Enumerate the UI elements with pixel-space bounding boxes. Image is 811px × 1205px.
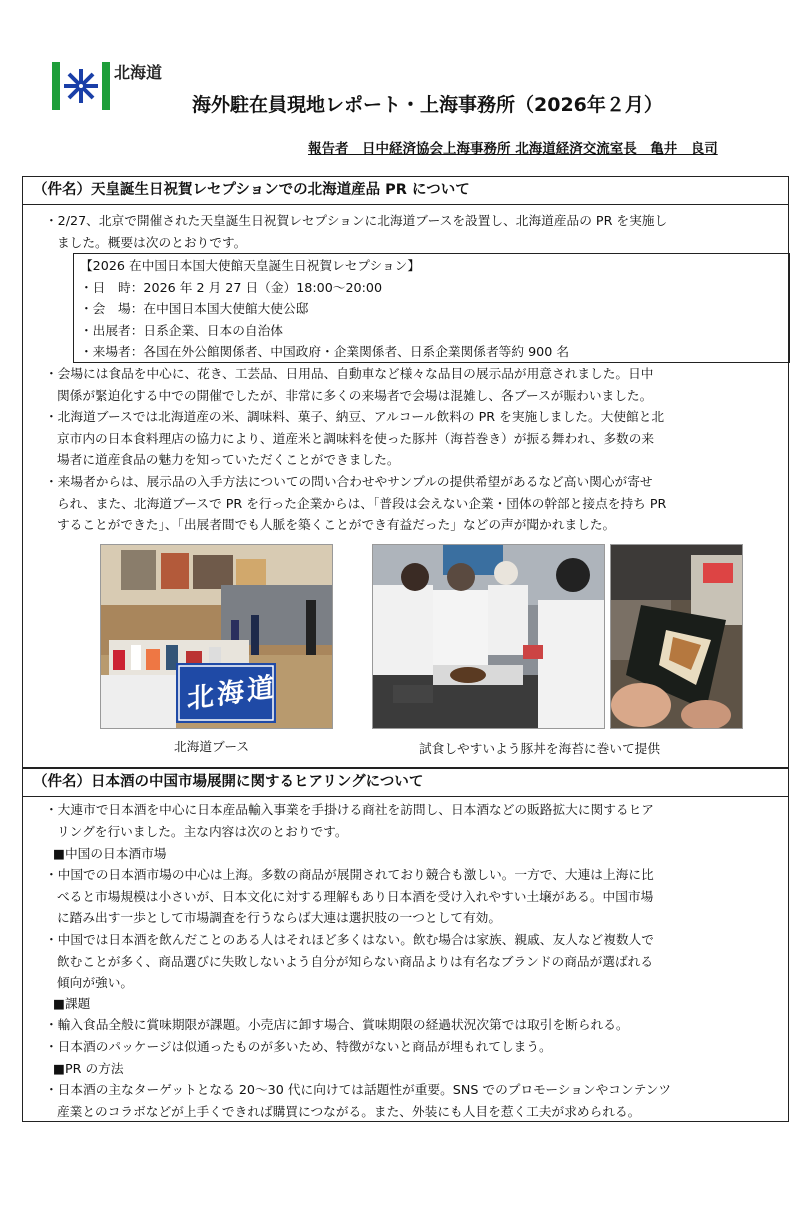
text-line: ・輸入食品全般に賞味期限が課題。小売店に卸す場合、賞味期限の経過状況次第では取引を断られる。: [45, 1017, 629, 1032]
text-line: ・北海道ブースでは北海道産の米、調味料、菓子、納豆、アルコール飲料の PR を実施しました。大使館と北: [45, 409, 665, 424]
section-heading: （件名）天皇誕生日祝賀レセプションでの北海道産品 PR について: [23, 177, 788, 205]
paragraph-market-2: [45, 929, 783, 994]
text-line: に踏み出す一歩として市場調査を行うならば大連は選択肢の一つとして有効。: [57, 910, 502, 925]
section-sake: [22, 768, 789, 1122]
text-line: 飲むことが多く、商品選びに失敗しないよう自分が知らない商品よりは有名なブランドの商品が選ばれる: [57, 953, 654, 969]
reporter-line: 報告者 日中経済協会上海事務所 北海道経済交流室長 亀井 良司: [308, 141, 718, 157]
text-line: ・日本酒の主なターゲットとなる 20～30 代に向けては話題性が重要。SNS でのプロモーションやコンテンツ: [45, 1082, 672, 1097]
event-visitors: ・来場者：各国在外公館関係者、中国政府・企業関係者、日系企業関係者等約 900 名: [80, 344, 570, 359]
text-line: ・中国での日本酒市場の中心は上海。多数の商品が展開されており競合も激しい。一方で、大連は上海に比: [45, 867, 654, 882]
text-line: リングを行いました。主な内容は次のとおりです。: [57, 823, 348, 839]
text-line: 場者に道産食品の魅力を知っていただくことができました。: [57, 452, 400, 467]
paragraph-booth: [45, 406, 783, 471]
text-line: ・中国では日本酒を飲んだことのある人はそれほど多くはない。飲む場合は家族、親戚、友人など複数人で: [45, 932, 654, 947]
text-line: べると市場規模は小さいが、日本文化に対する理解もあり日本酒を受け入れやすい土壌がある。中国市場: [57, 888, 654, 904]
subheading-pr: ■PR の方法: [53, 1061, 124, 1076]
event-exhibitors: ・出展者：日系企業、日本の自治体: [80, 322, 283, 338]
text-line: 関係が緊迫化する中での開催でしたが、非常に多くの来場者で会場は混雑し、各ブースが賑わいました。: [57, 387, 653, 403]
caption-nori-pork: 試食しやすいよう豚丼を海苔に巻いて提供: [419, 741, 661, 756]
caption-booth: 北海道ブース: [174, 739, 250, 754]
paragraph-intro: [45, 799, 783, 842]
photo-nori-pork: [610, 544, 743, 729]
hokkaido-logo: [52, 62, 110, 110]
photo-chefs: [372, 544, 605, 729]
text-line: することができた」、「出展者間でも人脈を築くことができ有益だった」などの声が聞かれました。: [57, 517, 616, 532]
text-line: 産業とのコラボなどが上手くできれば購買につながる。また、外装にも人目を惹く工夫が求められる。: [57, 1103, 641, 1119]
paragraph-venue: [45, 363, 783, 406]
subheading-issues: ■課題: [53, 996, 91, 1011]
paragraph-overview: [45, 210, 783, 253]
section-reception: [22, 176, 789, 768]
paragraph-pr: [45, 1079, 783, 1122]
paragraph-issues: [45, 1014, 783, 1057]
section-heading: （件名）日本酒の中国市場展開に関するヒアリングについて: [23, 769, 788, 797]
paragraph-market-1: [45, 864, 783, 929]
paragraph-feedback: [45, 471, 783, 536]
text-line: られ、また、北海道ブースで PR を行った企業からは、「普段は会えない企業・団体の幹部と接点を持ち PR: [57, 495, 667, 511]
text-line: ・2/27、北京で開催された天皇誕生日祝賀レセプションに北海道ブースを設置し、北海道産品の PR を実施し: [45, 213, 668, 228]
text-line: ・会場には食品を中心に、花き、工芸品、日用品、自動車など様々な品目の展示品が用意されました。日中: [45, 366, 654, 381]
text-line: 傾向が強い。: [57, 975, 134, 990]
subheading-market: ■中国の日本酒市場: [53, 846, 167, 861]
text-line: ・日本酒のパッケージは似通ったものが多いため、特徴がないと商品が埋もれてしまう。: [45, 1038, 552, 1054]
text-line: 京市内の日本食料理店の協力により、道産米と調味料を使った豚丼（海苔巻き）が振る舞われ、多数の来: [57, 430, 655, 446]
page-title: 海外駐在員現地レポート・上海事務所（2026年２月）: [192, 94, 663, 116]
logo-text: 北海道: [114, 63, 163, 82]
text-line: ました。概要は次のとおりです。: [57, 234, 247, 250]
text-line: ・来場者からは、展示品の入手方法についての問い合わせやサンプルの提供希望があるなど高い関心が寄せ: [45, 474, 653, 489]
event-venue: ・会 場：在中国日本国大使館大使公邸: [80, 301, 309, 316]
photo-booth: [100, 544, 333, 729]
booth-banner-text: 北海道: [187, 671, 277, 716]
event-info-box: [73, 253, 790, 363]
snowflake-icon: [62, 67, 100, 105]
event-date: ・日 時：2026 年 2 月 27 日（金）18:00～20:00: [80, 279, 383, 295]
text-line: ・大連市で日本酒を中心に日本産品輸入事業を手掛ける商社を訪問し、日本酒などの販路拡大に関するヒア: [45, 802, 654, 817]
event-title: 【2026 在中国日本国大使館天皇誕生日祝賀レセプション】: [80, 258, 421, 273]
